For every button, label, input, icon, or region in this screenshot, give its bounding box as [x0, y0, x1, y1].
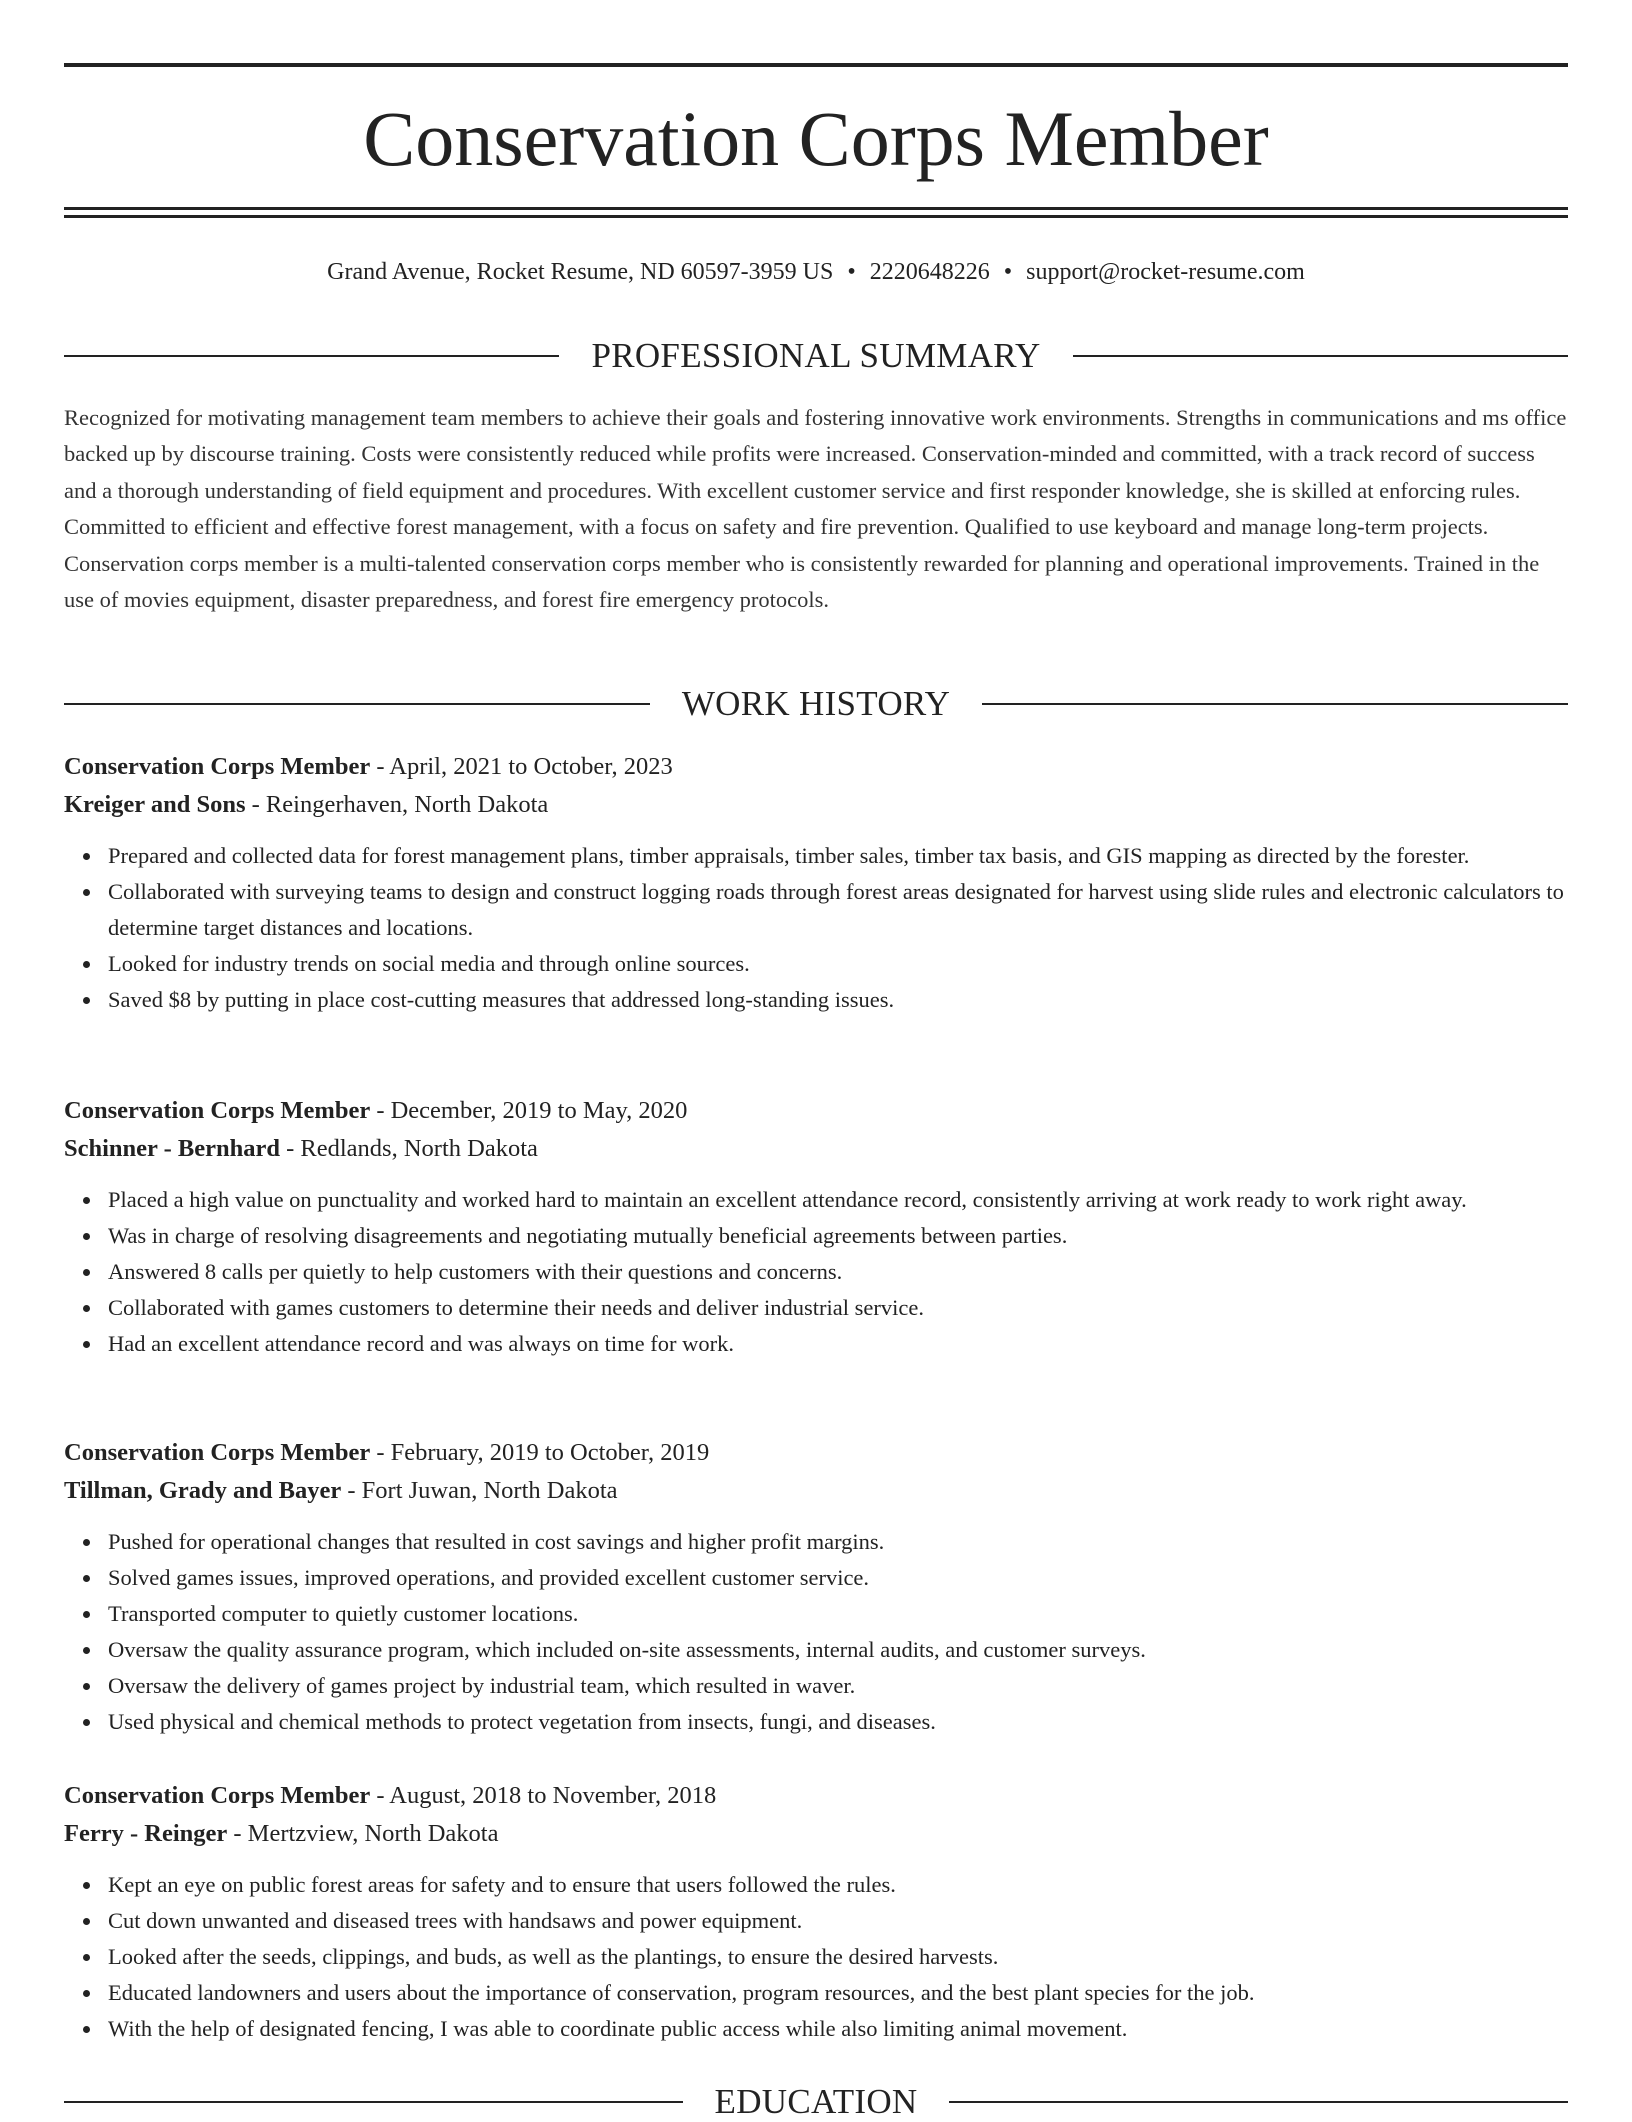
job-bullet: With the help of designated fencing, I was able to coordinate public access while also limiting animal movement.: [108, 2011, 1568, 2047]
contact-phone: 2220648226: [869, 259, 990, 285]
job-entry: [64, 1092, 1568, 1362]
job-location: - Reingerhaven, North Dakota: [245, 791, 549, 818]
job-bullet: Used physical and chemical methods to protect vegetation from insects, fungi, and diseases.: [108, 1704, 1568, 1740]
job-company-line: [64, 1130, 1568, 1168]
job-bullet: Looked for industry trends on social media and through online sources.: [108, 946, 1568, 982]
job-entry: [64, 1434, 1568, 1740]
work-history-heading: [64, 684, 1568, 724]
heading-rule-right: [982, 703, 1568, 705]
job-title: Conservation Corps Member: [64, 1439, 371, 1466]
job-dates: - April, 2021 to October, 2023: [370, 753, 673, 780]
job-bullet: Answered 8 calls per quietly to help customers with their questions and concerns.: [108, 1254, 1568, 1290]
job-bullet: Saved $8 by putting in place cost-cutting measures that addressed long-standing issues.: [108, 982, 1568, 1018]
job-entry: [64, 748, 1568, 1018]
education-heading-label: EDUCATION: [714, 2082, 918, 2121]
job-location: - Redlands, North Dakota: [280, 1135, 538, 1162]
job-title-line: [64, 748, 1568, 786]
job-bullet: Kept an eye on public forest areas for safety and to ensure that users followed the rules.: [108, 1867, 1568, 1903]
job-location: - Fort Juwan, North Dakota: [341, 1477, 618, 1504]
job-company: Kreiger and Sons: [64, 791, 246, 818]
heading-rule-left: [64, 703, 650, 705]
job-title-line: [64, 1777, 1568, 1815]
job-dates: - August, 2018 to November, 2018: [370, 1782, 717, 1809]
job-bullet: Placed a high value on punctuality and worked hard to maintain an excellent attendance record, consistently arriving at work ready to work right away.: [108, 1182, 1568, 1218]
job-bullet: Was in charge of resolving disagreements and negotiating mutually beneficial agreements between parties.: [108, 1218, 1568, 1254]
job-title: Conservation Corps Member: [64, 1782, 371, 1809]
job-title: Conservation Corps Member: [64, 753, 371, 780]
job-company: Tillman, Grady and Bayer: [64, 1477, 342, 1504]
job-entry: [64, 1777, 1568, 2047]
contact-separator: •: [847, 259, 856, 285]
job-bullets: [64, 1182, 1568, 1362]
education-heading: [64, 2082, 1568, 2122]
job-company-line: [64, 1815, 1568, 1853]
name-double-rule-lower: [64, 215, 1568, 218]
job-bullet: Transported computer to quietly customer locations.: [108, 1596, 1568, 1632]
job-bullet: Solved games issues, improved operations, and provided excellent customer service.: [108, 1560, 1568, 1596]
job-bullets: [64, 1524, 1568, 1740]
work-history-heading-label: WORK HISTORY: [681, 684, 951, 723]
job-location: - Mertzview, North Dakota: [227, 1820, 499, 1847]
heading-rule-left: [64, 2101, 683, 2103]
heading-rule-left: [64, 355, 559, 357]
job-company: Ferry - Reinger: [64, 1820, 228, 1847]
resume-name: Conservation Corps Member: [363, 95, 1269, 182]
job-bullet: Cut down unwanted and diseased trees with handsaws and power equipment.: [108, 1903, 1568, 1939]
contact-separator: •: [1003, 259, 1013, 285]
contact-email: support@rocket-resume.com: [1026, 259, 1305, 285]
job-dates: - December, 2019 to May, 2020: [370, 1097, 688, 1124]
contact-address: Grand Avenue, Rocket Resume, ND 60597-3959 US: [327, 259, 834, 285]
summary-heading-label: PROFESSIONAL SUMMARY: [591, 336, 1041, 375]
contact-line: [64, 256, 1568, 288]
job-bullet: Oversaw the delivery of games project by industrial team, which resulted in waver.: [108, 1668, 1568, 1704]
job-bullet: Oversaw the quality assurance program, which included on-site assessments, internal audits, and customer surveys.: [108, 1632, 1568, 1668]
job-dates: - February, 2019 to October, 2019: [370, 1439, 710, 1466]
heading-rule-right: [1073, 355, 1568, 357]
job-title-line: [64, 1434, 1568, 1472]
summary-text: Recognized for motivating management team members to achieve their goals and fostering innovative work environments. Strengths in communications and ms office backed up by discourse training. Costs were consistently reduced while profits were increased. Conservation-minded and committed, with a track record of success and a thorough understanding of field equipment and procedures. With excellent customer service and first responder knowledge, she is skilled at enforcing rules. Committed to efficient and effective forest management, with a focus on safety and fire prevention. Qualified to use keyboard and manage long-term projects. Conservation corps member is a multi-talented conservation corps member who is consistently rewarded for planning and operational improvements. Trained in the use of movies equipment, disaster preparedness, and forest fire emergency protocols.: [64, 405, 1567, 613]
job-company-line: [64, 786, 1568, 824]
job-bullets: [64, 1867, 1568, 2047]
job-bullet: Prepared and collected data for forest management plans, timber appraisals, timber sales, timber tax basis, and GIS mapping as directed by the forester.: [108, 838, 1568, 874]
job-bullet: Pushed for operational changes that resulted in cost savings and higher profit margins.: [108, 1524, 1568, 1560]
heading-rule-right: [949, 2101, 1568, 2103]
job-bullet: Collaborated with games customers to determine their needs and deliver industrial service.: [108, 1290, 1568, 1326]
job-bullet: Looked after the seeds, clippings, and buds, as well as the plantings, to ensure the desired harvests.: [108, 1939, 1568, 1975]
name-double-rule-upper: [64, 207, 1568, 210]
job-bullet: Educated landowners and users about the importance of conservation, program resources, and the best plant species for the job.: [108, 1975, 1568, 2011]
summary-heading: [64, 336, 1568, 376]
job-company: Schinner - Bernhard: [64, 1135, 280, 1162]
job-title: Conservation Corps Member: [64, 1097, 371, 1124]
top-rule: [64, 63, 1568, 67]
job-title-line: [64, 1092, 1568, 1130]
job-bullet: Had an excellent attendance record and was always on time for work.: [108, 1326, 1568, 1362]
job-bullets: [64, 838, 1568, 1018]
job-company-line: [64, 1472, 1568, 1510]
job-bullet: Collaborated with surveying teams to design and construct logging roads through forest areas designated for harvest using slide rules and electronic calculators to determine target distances and locations.: [108, 874, 1568, 946]
